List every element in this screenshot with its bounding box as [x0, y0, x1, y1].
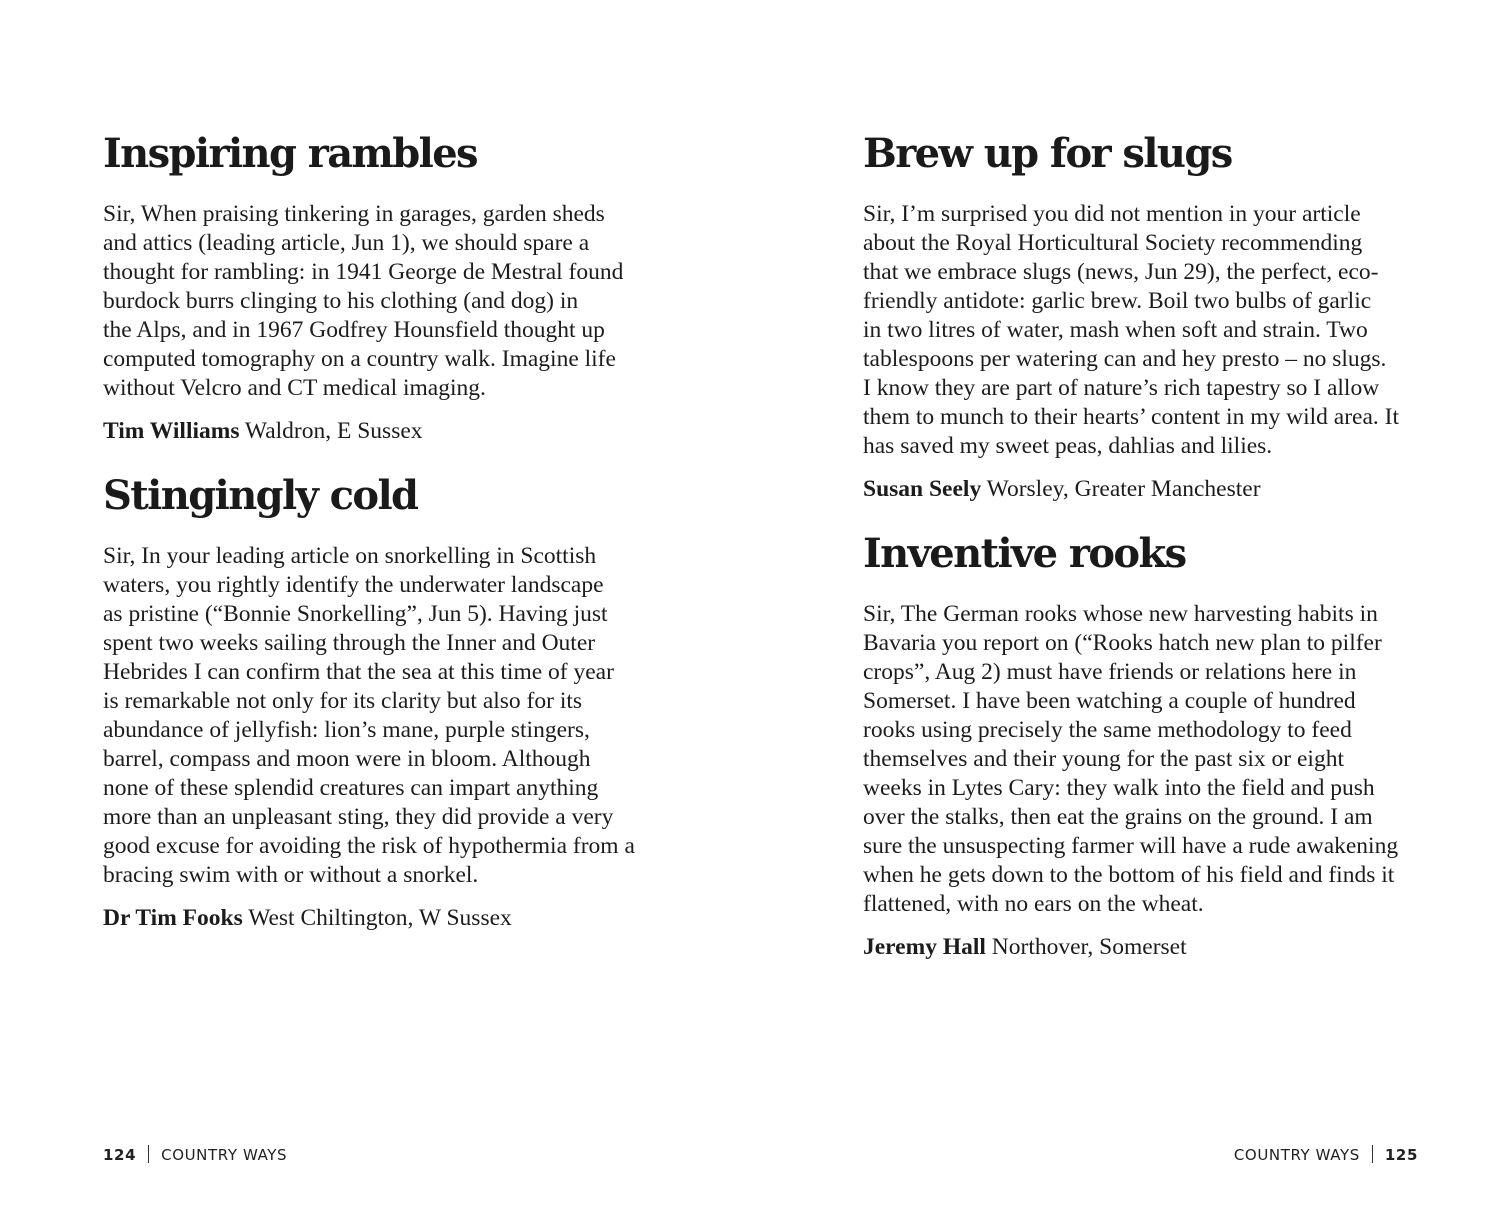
body-line: computed tomography on a country walk. Imagine life	[103, 346, 616, 372]
letter-signature	[863, 933, 1423, 962]
author-location: Northover, Somerset	[991, 934, 1187, 960]
page-number: 125	[1384, 1146, 1418, 1164]
body-line: rooks using precisely the same methodology to feed	[863, 717, 1352, 743]
letter-brew-up-for-slugs	[863, 128, 1423, 504]
author-name: Susan Seely	[863, 476, 982, 502]
letter-body	[863, 600, 1423, 919]
body-line: is remarkable not only for its clarity but also for its	[103, 688, 583, 714]
letter-signature	[103, 417, 663, 446]
author-location: Waldron, E Sussex	[244, 418, 423, 444]
letter-stingingly-cold	[103, 470, 663, 933]
left-column	[103, 128, 663, 933]
body-line: them to munch to their hearts’ content in my wild area. It	[863, 404, 1399, 430]
letter-inventive-rooks	[863, 528, 1423, 962]
body-line: good excuse for avoiding the risk of hypothermia from a	[103, 833, 635, 859]
body-line: crops”, Aug 2) must have friends or relations here in	[863, 659, 1357, 685]
page-footer-left	[103, 1143, 287, 1167]
body-line: Sir, When praising tinkering in garages, garden sheds	[103, 201, 605, 227]
letter-headline: Stingingly cold	[103, 472, 418, 519]
body-line: over the stalks, then eat the grains on the ground. I am	[863, 804, 1373, 830]
body-line: about the Royal Horticultural Society recommending	[863, 230, 1363, 256]
body-line: Sir, The German rooks whose new harvesting habits in	[863, 601, 1378, 627]
section-title: COUNTRY WAYS	[161, 1146, 288, 1164]
body-line: none of these splendid creatures can impart anything	[103, 775, 599, 801]
body-line: themselves and their young for the past six or eight	[863, 746, 1344, 772]
author-name: Dr Tim Fooks	[103, 905, 243, 931]
body-line: weeks in Lytes Cary: they walk into the field and push	[863, 775, 1375, 801]
body-line: without Velcro and CT medical imaging.	[103, 375, 486, 401]
body-line: friendly antidote: garlic brew. Boil two bulbs of garlic	[863, 288, 1372, 314]
body-line: Bavaria you report on (“Rooks hatch new plan to pilfer	[863, 630, 1382, 656]
letter-body	[103, 542, 663, 890]
letter-body	[103, 200, 663, 403]
author-name: Jeremy Hall	[863, 934, 986, 960]
body-line: flattened, with no ears on the wheat.	[863, 891, 1204, 917]
body-line: tablespoons per watering can and hey presto – no slugs.	[863, 346, 1387, 372]
letter-headline: Brew up for slugs	[863, 130, 1232, 177]
body-line: bracing swim with or without a snorkel.	[103, 862, 479, 888]
letter-signature	[103, 904, 663, 933]
author-location: West Chiltington, W Sussex	[248, 905, 512, 931]
body-line: when he gets down to the bottom of his field and finds it	[863, 862, 1395, 888]
body-line: thought for rambling: in 1941 George de Mestral found	[103, 259, 624, 285]
page-number: 124	[103, 1146, 137, 1164]
body-line: Somerset. I have been watching a couple of hundred	[863, 688, 1356, 714]
body-line: in two litres of water, mash when soft and strain. Two	[863, 317, 1368, 343]
footer-divider	[148, 1145, 149, 1163]
letter-signature	[863, 475, 1423, 504]
body-line: as pristine (“Bonnie Snorkelling”, Jun 5). Having just	[103, 601, 608, 627]
body-line: spent two weeks sailing through the Inner and Outer	[103, 630, 596, 656]
body-line: Sir, I’m surprised you did not mention in your article	[863, 201, 1361, 227]
letter-inspiring-rambles	[103, 128, 663, 446]
body-line: Sir, In your leading article on snorkelling in Scottish	[103, 543, 597, 569]
body-line: more than an unpleasant sting, they did provide a very	[103, 804, 614, 830]
letter-headline: Inventive rooks	[863, 530, 1186, 577]
letter-headline: Inspiring rambles	[103, 130, 477, 177]
body-line: burdock burrs clinging to his clothing (and dog) in	[103, 288, 579, 314]
body-line: abundance of jellyfish: lion’s mane, purple stingers,	[103, 717, 590, 743]
section-title: COUNTRY WAYS	[1233, 1146, 1360, 1164]
right-column	[863, 128, 1423, 962]
body-line: the Alps, and in 1967 Godfrey Hounsfield thought up	[103, 317, 605, 343]
body-line: barrel, compass and moon were in bloom. Although	[103, 746, 591, 772]
body-line: has saved my sweet peas, dahlias and lilies.	[863, 433, 1273, 459]
body-line: sure the unsuspecting farmer will have a rude awakening	[863, 833, 1399, 859]
footer-divider	[1372, 1145, 1373, 1163]
letter-body	[863, 200, 1423, 461]
body-line: waters, you rightly identify the underwater landscape	[103, 572, 604, 598]
right-page	[750, 0, 1500, 1221]
body-line: Hebrides I can confirm that the sea at this time of year	[103, 659, 614, 685]
body-line: and attics (leading article, Jun 1), we should spare a	[103, 230, 590, 256]
body-line: I know they are part of nature’s rich tapestry so I allow	[863, 375, 1380, 401]
page-footer-right	[1234, 1143, 1418, 1167]
author-location: Worsley, Greater Manchester	[986, 476, 1261, 502]
body-line: that we embrace slugs (news, Jun 29), the perfect, eco-	[863, 259, 1379, 285]
author-name: Tim Williams	[103, 418, 240, 444]
